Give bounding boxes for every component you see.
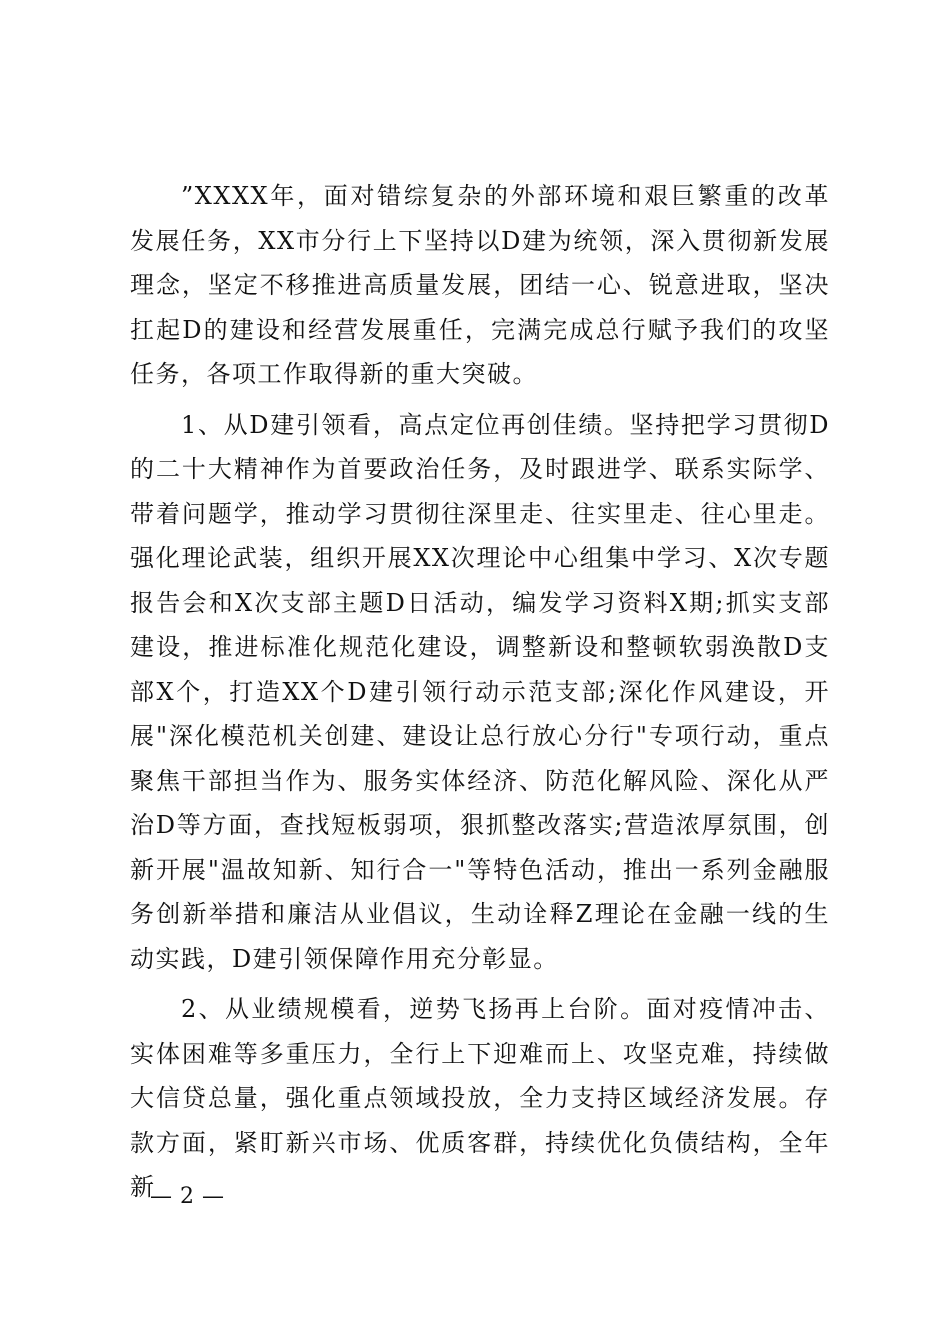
paragraph-party-building: 1、从D建引领看，高点定位再创佳绩。坚持把学习贯彻D的二十大精神作为首要政治任务，及时跟进学、联系实际学、带着问题学，推动学习贯彻往深里走、往实里走、往心里走。强化理论武装，组织开展XX次理论中心组集中学习、X次专题报告会和X次支部主题D日活动，编发学习资料X期;抓实支部建设，推进标准化规范化建设，调整新设和整顿软弱涣散D支部X个，打造XX个D建引领行动示范支部;深化作风建设，开展"深化模范机关创建、建设让总行放心分行"专项行动，重点聚焦干部担当作为、服务实体经济、防范化解风险、深化从严治D等方面，查找短板弱项，狠抓整改落实;营造浓厚氛围，创新开展"温故知新、知行合一"等特色活动，推出一系列金融服务创新举措和廉洁从业倡议，生动诠释Z理论在金融一线的生动实践，D建引领保障作用充分彰显。 (130, 410, 830, 973)
paragraph-intro: ”XXXX年，面对错综复杂的外部环境和艰巨繁重的改革发展任务，XX市分行上下坚持以D建为统领，深入贯彻新发展理念，坚定不移推进高质量发展，团结一心、锐意进取，坚决扛起D的建设和经营发展重任，完满完成总行赋予我们的攻坚任务，各项工作取得新的重大突破。 (130, 182, 830, 388)
page-number: — 2 — (150, 1184, 225, 1209)
paragraph-performance: 2、从业绩规模看，逆势飞扬再上台阶。面对疫情冲击、实体困难等多重压力，全行上下迎难而上、攻坚克难，持续做大信贷总量，强化重点领域投放，全力支持区域经济发展。存款方面，紧盯新兴市场、优质客群，持续优化负债结构，全年新 (130, 995, 830, 1201)
body-text (130, 174, 830, 1210)
